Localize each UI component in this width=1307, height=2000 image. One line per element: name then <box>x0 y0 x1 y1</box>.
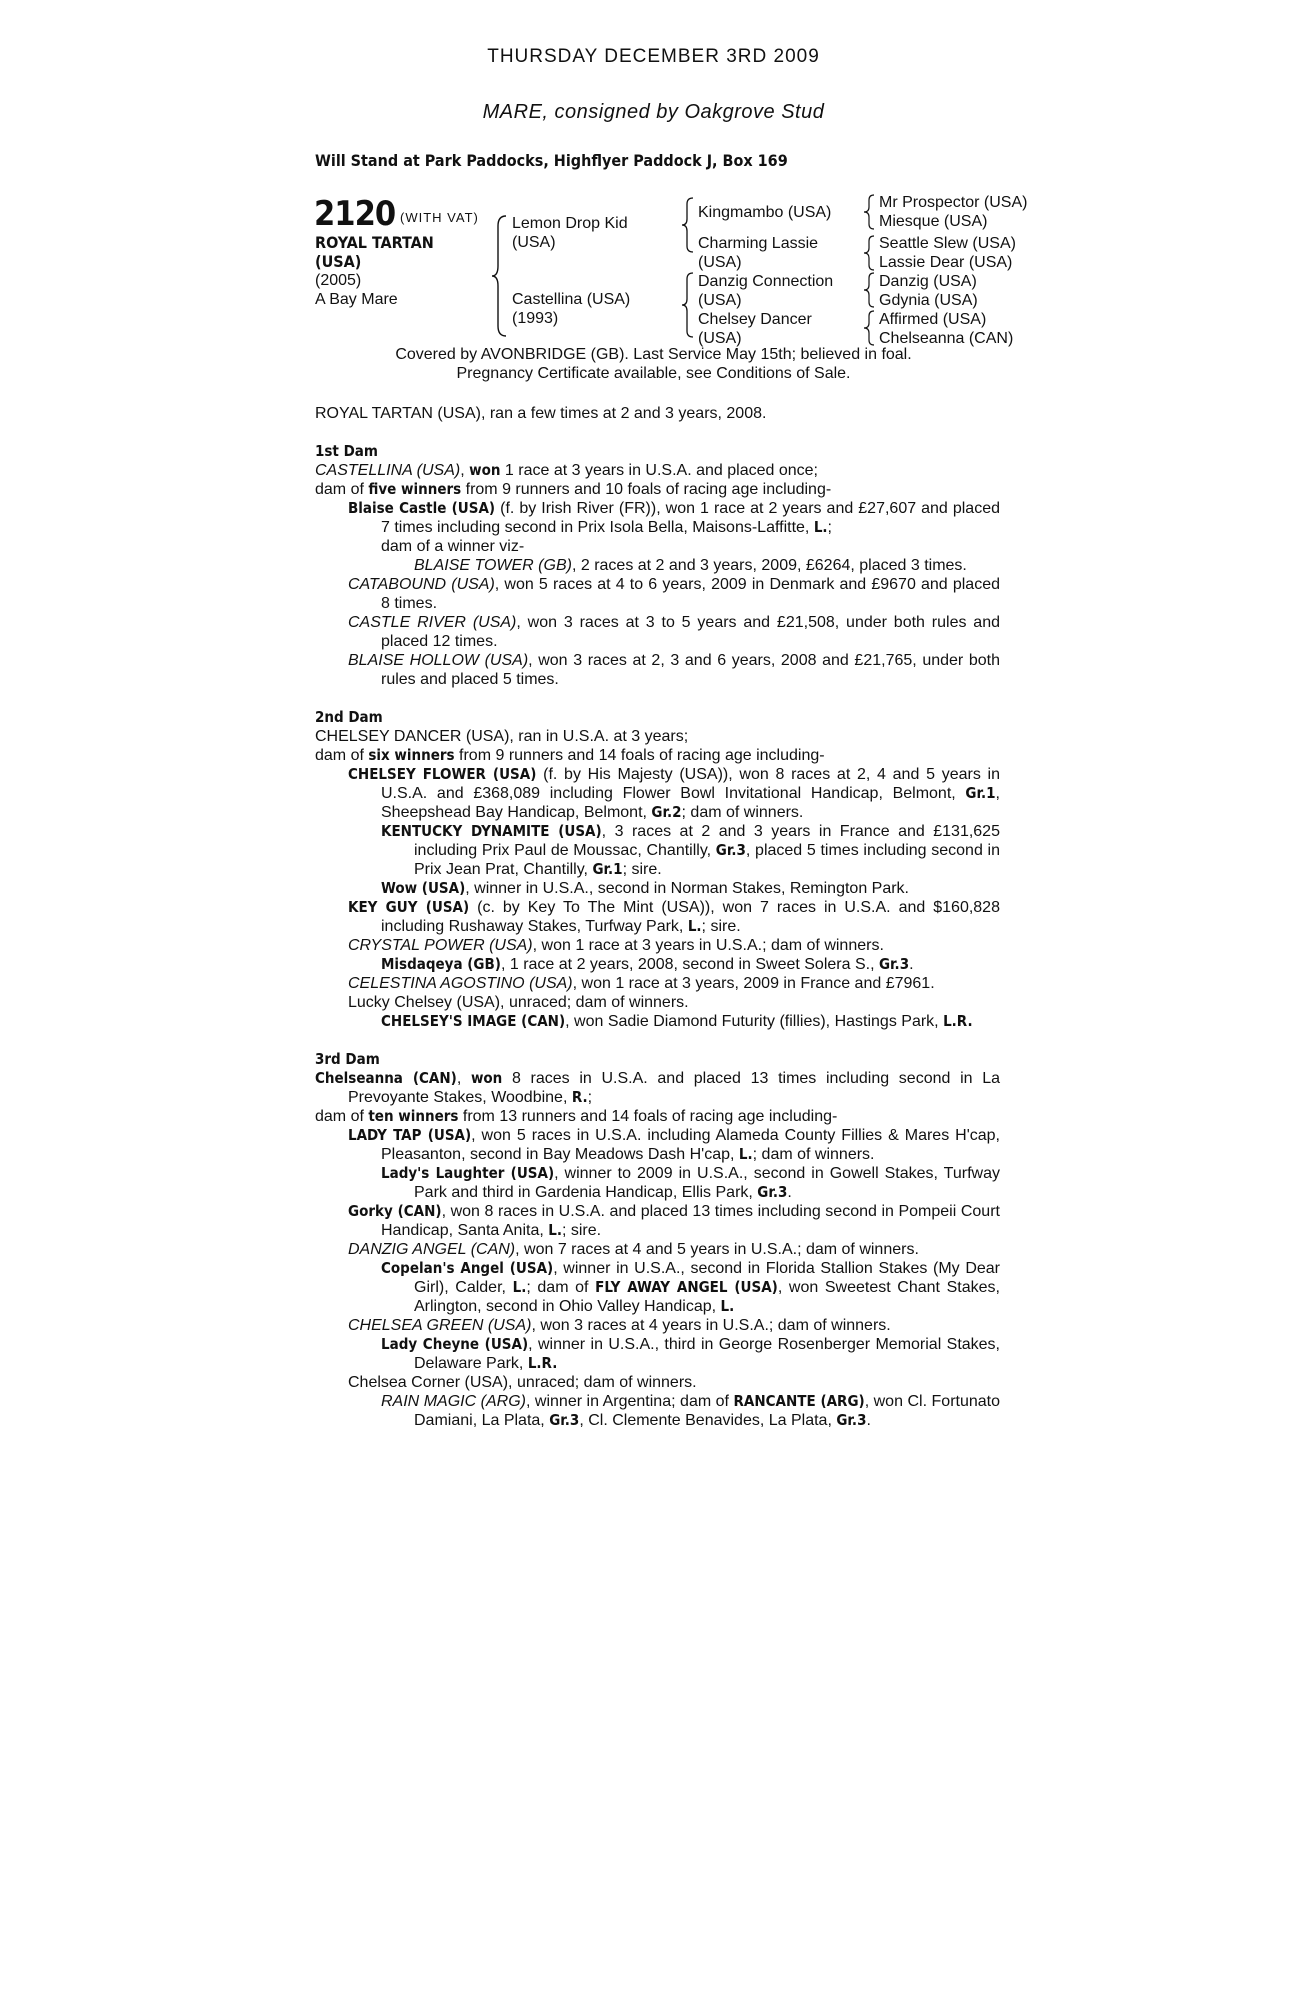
sire-dam-line2: (USA) <box>698 254 742 271</box>
produce-entry: CHELSEA GREEN (USA), won 3 races at 4 years in U.S.A.; dam of winners. <box>348 1317 891 1334</box>
pedigree-brace-g3 <box>862 271 876 309</box>
pedigree-brace-g4 <box>862 309 876 347</box>
grandsire-2: Seattle Slew (USA) <box>879 235 1016 252</box>
race-record <box>315 404 1000 1430</box>
produce-entry: Wow (USA), winner in U.S.A., second in Norman Stakes, Remington Park. <box>381 879 909 897</box>
produce-entry: CHELSEY'S IMAGE (CAN), won Sadie Diamond Futurity (fillies), Hastings Park, L.R. <box>381 1012 973 1030</box>
horse-name-line2: (USA) <box>315 252 362 271</box>
produce-entry: LADY TAP (USA), won 5 races in U.S.A. including Alameda County Fillies & Mares H'cap, Pleasanton, second in Bay Meadows Dash H'cap, L.; dam of winners. <box>348 1126 1000 1163</box>
produce-entry: Gorky (CAN), won 8 races in U.S.A. and placed 13 times including second in Pompeii Court Handicap, Santa Anita, L.; sire. <box>348 1202 1000 1239</box>
produce-entry: KENTUCKY DYNAMITE (USA), 3 races at 2 and 3 years in France and £131,625 including Prix Paul de Moussac, Chantilly, Gr.3, placed 5 times including second in Prix Jean Prat, Chantilly, Gr.1; sire. <box>381 822 1000 878</box>
granddam-4: Chelseanna (CAN) <box>879 330 1014 347</box>
lot-number: 2120 <box>314 194 396 234</box>
grandsire-1: Mr Prospector (USA) <box>879 194 1028 211</box>
granddam-3: Gdynia (USA) <box>879 292 978 309</box>
produce-entry: BLAISE TOWER (GB), 2 races at 2 and 3 years, 2009, £6264, placed 3 times. <box>414 557 967 574</box>
first-dam-produce: dam of five winners from 9 runners and 10 foals of racing age including- <box>315 480 832 498</box>
produce-entry: Lucky Chelsey (USA), unraced; dam of winners. <box>348 994 689 1011</box>
granddam-1: Miesque (USA) <box>879 213 988 230</box>
dam-dam-line1: Chelsey Dancer <box>698 311 812 328</box>
first-dam-line: CASTELLINA (USA), won 1 race at 3 years in U.S.A. and placed once; <box>315 461 818 479</box>
first-dam-heading: 1st Dam <box>315 442 378 460</box>
consignment-line: MARE, consigned by Oakgrove Stud <box>482 101 825 123</box>
horse-name <box>315 233 495 271</box>
produce-entry: Misdaqeya (GB), 1 race at 2 years, 2008, second in Sweet Solera S., Gr.3. <box>381 955 914 973</box>
third-dam-line: Chelseanna (CAN), won 8 races in U.S.A. and placed 13 times including second in La Prevoyante Stakes, Woodbine, R.; <box>315 1069 1001 1106</box>
dam-sire-line1: Danzig Connection <box>698 273 834 290</box>
granddam-2: Lassie Dear (USA) <box>879 254 1013 271</box>
grandsire-3: Danzig (USA) <box>879 273 977 290</box>
pedigree-brace-main <box>490 214 510 338</box>
pedigree-brace-g1 <box>862 193 876 231</box>
produce-entry: Chelsea Corner (USA), unraced; dam of winners. <box>348 1374 697 1391</box>
foaling-year: (2005) <box>315 272 362 289</box>
pedigree-brace-g2 <box>862 234 876 272</box>
produce-entry: Copelan's Angel (USA), winner in U.S.A., second in Florida Stallion Stakes (My Dear Girl), Calder, L.; dam of FLY AWAY ANGEL (USA), won Sweetest Chant Stakes, Arlington, second in Ohio Valley Handicap, L. <box>381 1259 1001 1315</box>
produce-entry: DANZIG ANGEL (CAN), won 7 races at 4 and 5 years in U.S.A.; dam of winners. <box>348 1241 919 1258</box>
horse-description: A Bay Mare <box>315 291 398 308</box>
sire-sire: Kingmambo (USA) <box>698 204 832 221</box>
sire-dam-line1: Charming Lassie <box>698 235 819 252</box>
produce-entry: CASTLE RIVER (USA), won 3 races at 3 to 5 years and £21,508, under both rules and placed 12 times. <box>348 614 1001 650</box>
vat-note: (WITH VAT) <box>400 210 479 225</box>
produce-entry: BLAISE HOLLOW (USA), won 3 races at 2, 3 and 6 years, 2008 and £21,765, under both rules and placed 5 times. <box>348 652 1001 688</box>
produce-entry: CHELSEY FLOWER (USA) (f. by His Majesty (USA)), won 8 races at 2, 4 and 5 years in U.S.A. and £368,089 including Flower Bowl Invitational Handicap, Belmont, Gr.1, Sheepshead Bay Handicap, Belmont, Gr.2; dam of winners. <box>348 765 1000 821</box>
produce-entry: KEY GUY (USA) (c. by Key To The Mint (USA)), won 7 races in U.S.A. and $160,828 including Rushaway Stakes, Turfway Park, L.; sire. <box>348 898 1000 935</box>
third-dam-heading: 3rd Dam <box>315 1050 380 1068</box>
produce-entry: RAIN MAGIC (ARG), winner in Argentina; dam of RANCANTE (ARG), won Cl. Fortunato Damiani, La Plata, Gr.3, Cl. Clemente Benavides, La Plata, Gr.3. <box>381 1392 1000 1429</box>
sale-date: THURSDAY DECEMBER 3RD 2009 <box>487 46 820 67</box>
covered-line2: Pregnancy Certificate available, see Conditions of Sale. <box>456 365 851 382</box>
sire-line2: (USA) <box>512 234 556 251</box>
second-dam-heading: 2nd Dam <box>315 708 383 726</box>
second-dam-produce: dam of six winners from 9 runners and 14 foals of racing age including- <box>315 746 825 764</box>
produce-note: dam of a winner viz- <box>381 538 525 555</box>
grandsire-4: Affirmed (USA) <box>879 311 987 328</box>
pedigree-brace-dam <box>680 271 696 339</box>
dam-line1: Castellina (USA) <box>512 291 631 308</box>
produce-entry: CRYSTAL POWER (USA), won 1 race at 3 years in U.S.A.; dam of winners. <box>348 937 884 954</box>
second-dam-line: CHELSEY DANCER (USA), ran in U.S.A. at 3 years; <box>315 728 689 745</box>
produce-entry: Lady Cheyne (USA), winner in U.S.A., third in George Rosenberger Memorial Stakes, Delaware Park, L.R. <box>381 1335 1001 1372</box>
dam-dam-line2: (USA) <box>698 330 742 347</box>
produce-entry: CATABOUND (USA), won 5 races at 4 to 6 years, 2009 in Denmark and £9670 and placed 8 times. <box>348 576 1000 612</box>
covered-line1: Covered by AVONBRIDGE (GB). Last Service May 15th; believed in foal. <box>395 346 912 363</box>
stand-location: Will Stand at Park Paddocks, Highflyer Paddock J, Box 169 <box>315 151 788 170</box>
horse-name-line1: ROYAL TARTAN <box>315 233 434 252</box>
pedigree-brace-sire <box>680 196 696 254</box>
third-dam-produce: dam of ten winners from 13 runners and 14 foals of racing age including- <box>315 1107 838 1125</box>
produce-entry: Lady's Laughter (USA), winner to 2009 in U.S.A., second in Gowell Stakes, Turfway Park and third in Gardenia Handicap, Ellis Park, Gr.3. <box>381 1164 1000 1201</box>
produce-entry: CELESTINA AGOSTINO (USA), won 1 race at 3 years, 2009 in France and £7961. <box>348 975 935 992</box>
dam-line2: (1993) <box>512 310 559 327</box>
sire-line1: Lemon Drop Kid <box>512 215 628 232</box>
produce-entry: Blaise Castle (USA) (f. by Irish River (FR)), won 1 race at 2 years and £27,607 and placed 7 times including second in Prix Isola Bella, Maisons-Laffitte, L.; <box>348 499 1000 536</box>
covered-note <box>0 345 1307 383</box>
dam-sire-line2: (USA) <box>698 292 742 309</box>
summary-line: ROYAL TARTAN (USA), ran a few times at 2 and 3 years, 2008. <box>315 405 767 422</box>
